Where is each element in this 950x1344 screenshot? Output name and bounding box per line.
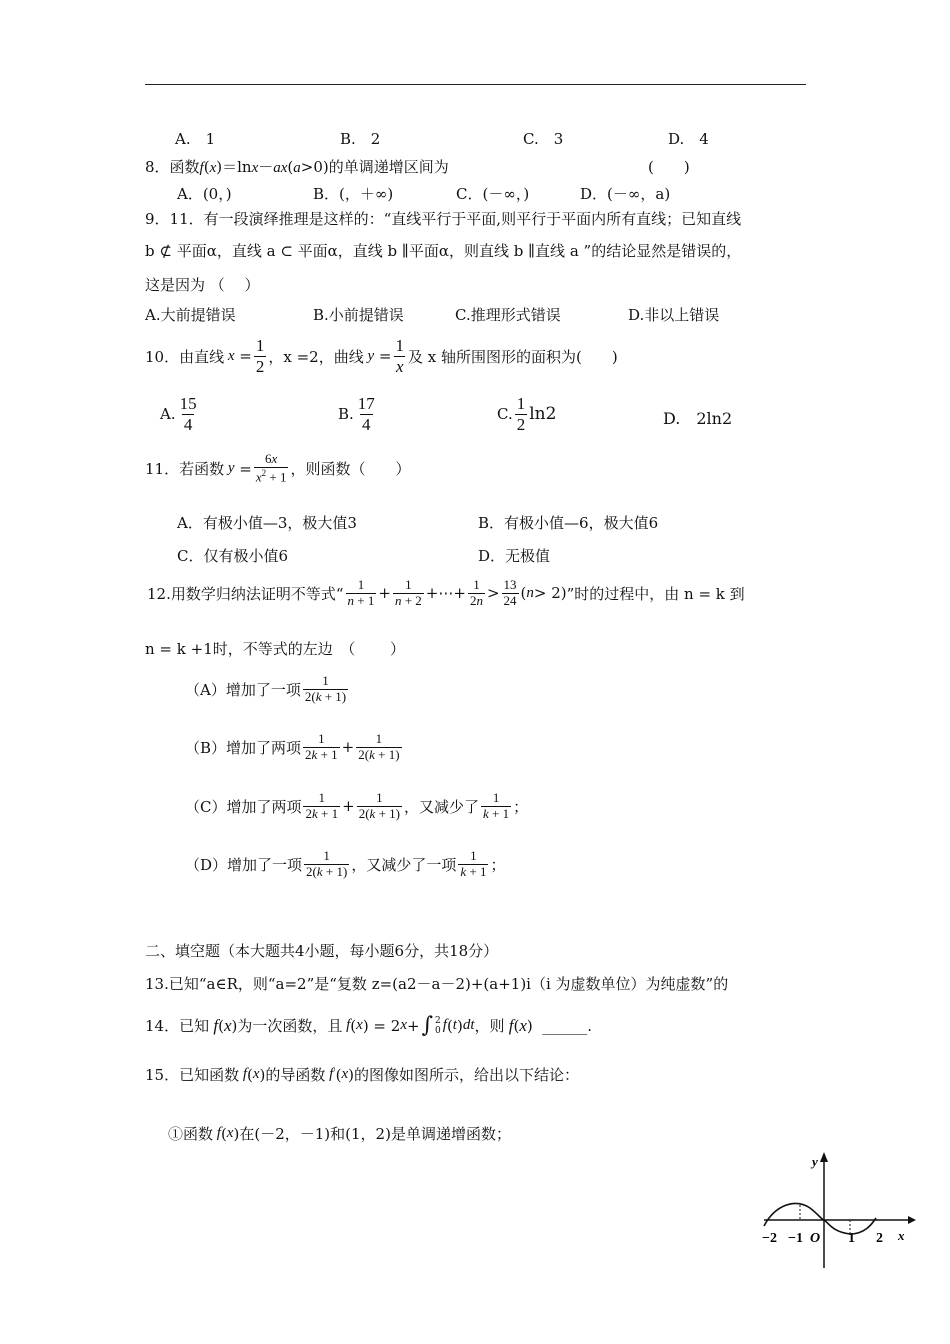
q15: 15．已知函数 f ( x ) 的导函数 f ′ ( x ) 的图像如图所示，给出以下结论： <box>145 1065 580 1084</box>
q8-paren: ( ) <box>648 158 690 176</box>
q12-option-b: （B）增加了两项 $\frac{1}{2k + 1}$ + $\frac{1}{2(k + 1)}$ <box>185 731 400 762</box>
q7-option-a: A. 1 <box>175 130 216 148</box>
q10-option-b: B. $\frac{17}{4}$ <box>338 394 375 434</box>
q7-option-b: B. 2 <box>340 130 381 148</box>
y-label: y <box>812 1154 818 1169</box>
q10-frac-1-over-x: $\frac{1}{x}$ <box>395 336 404 376</box>
q10-option-d: D. 2ln2 <box>663 409 733 428</box>
q13: 13.已知“a∈R，则“a=2”是“复数 z=(a2－a－2)+(a+1)i（i 为虚数单位）为纯虚数”的 <box>145 975 729 993</box>
q11-frac: $\frac{6x}{x^2 + 1}$ <box>255 451 287 485</box>
derivative-graph <box>760 1150 920 1275</box>
x-axis-arrow <box>908 1216 916 1224</box>
q7-option-d: D. 4 <box>668 130 709 148</box>
q12-line2: n = k +1时，不等式的左边 （ ） <box>145 640 406 658</box>
q8-option-b: B．(，＋∞) <box>313 185 394 203</box>
q8-option-a: A．(0，) <box>177 185 232 203</box>
tick-label-2: 2 <box>876 1231 883 1246</box>
q9-option-d: D.非以上错误 <box>628 306 720 324</box>
q12-stem: 12.用数学归纳法证明不等式“ $\frac{1}{n + 1}$ + $\frac{1}{n + 2}$ +⋯+ $\frac{1}{2n}$ > $\frac{13}{24}$ ( n > 2) ”时的过程中，由 n = k 到 <box>147 577 745 608</box>
q9-option-c: C.推理形式错误 <box>455 306 561 324</box>
q8-stem: 8．函数f(x)＝lnx－ax(a>0)的单调递增区间为 <box>145 158 449 176</box>
q11-option-a: A．有极小值—3，极大值3 <box>177 514 357 532</box>
q11-option-c: C．仅有极小值6 <box>177 547 289 565</box>
q9-line3: 这是因为 （ ） <box>145 276 260 294</box>
q11-stem: 11．若函数 y = $\frac{6x}{x^2 + 1}$ ，则函数（ ） <box>145 451 411 485</box>
derivative-curve <box>764 1204 876 1234</box>
q9-line2: b ⊄ 平面α，直线 a ⊂ 平面α，直线 b ∥平面α，则直线 b ∥直线 a ”的结论显然是错误的， <box>145 242 742 260</box>
q8-option-d: D．(－∞，a) <box>580 185 671 203</box>
q10-option-a: A. $\frac{15}{4}$ <box>160 394 197 434</box>
q8-option-c: C．(－∞，) <box>456 185 530 203</box>
section-2-heading: 二、填空题（本大题共4小题，每小题6分，共18分） <box>145 942 499 960</box>
q9-option-a: A.大前提错误 <box>145 306 236 324</box>
q7-option-c: C. 3 <box>523 130 564 148</box>
q9-line1: 9．11．有一段演绎推理是这样的：“直线平行于平面,则平行于平面内所有直线；已知直线 <box>145 210 742 228</box>
q10-frac-half: $\frac{1}{2}$ <box>255 336 265 376</box>
q10-stem: 10．由直线 x = $\frac{1}{2}$ ，x =2，曲线 y = $\frac{1}{x}$ 及 x 轴所围图形的面积为( ) <box>145 336 618 376</box>
q15-item-1: ①函数 f ( x ) 在 (－2，－1)和(1，2) 是单调递增函数； <box>168 1124 511 1143</box>
q12-option-c: （C）增加了两项 $\frac{1}{2k + 1}$ + $\frac{1}{2(k + 1)}$ ，又减少了 $\frac{1}{k + 1}$ ； <box>185 790 529 821</box>
tick-label-minus1: −1 <box>788 1231 803 1246</box>
q12-option-a: （A）增加了一项 $\frac{1}{2(k + 1)}$ <box>185 673 347 704</box>
q14: 14．已知 f ( x ) 为一次函数，且 f ( x ) = 2 x + ∫ 2 0 f ( t ) dt ，则 f ( x ) ______. <box>145 1013 593 1038</box>
tick-label-minus2: −2 <box>762 1231 777 1246</box>
q11-option-b: B．有极小值—6，极大值6 <box>478 514 659 532</box>
header-rule <box>145 84 806 85</box>
y-axis-arrow <box>820 1152 828 1162</box>
tick-label-1: 1 <box>848 1231 855 1246</box>
q12-option-d: （D）增加了一项 $\frac{1}{2(k + 1)}$ ，又减少了一项 $\frac{1}{k + 1}$ ； <box>185 848 506 879</box>
x-label: x <box>898 1228 905 1243</box>
q10-option-c: C. $\frac{1}{2}$ ln2 <box>497 394 557 434</box>
origin-label: O <box>810 1231 821 1246</box>
q11-option-d: D．无极值 <box>478 547 551 565</box>
q9-option-b: B.小前提错误 <box>313 306 404 324</box>
